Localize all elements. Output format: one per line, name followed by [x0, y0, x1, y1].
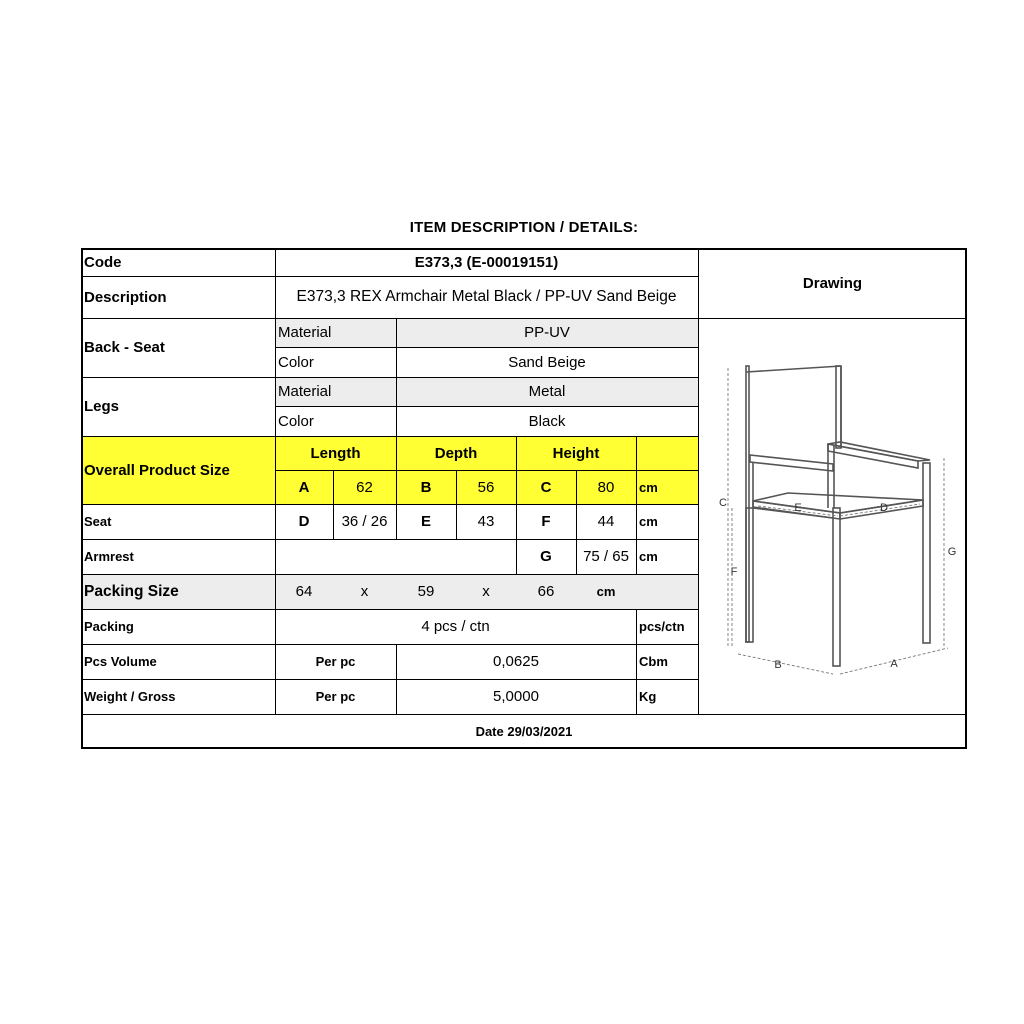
dim-f: F	[730, 566, 738, 578]
page-title: ITEM DESCRIPTION / DETAILS:	[409, 219, 639, 236]
overall-unit: cm	[639, 479, 658, 495]
packing-x-1: x	[360, 583, 369, 600]
armchair-drawing	[698, 318, 967, 714]
seat-label: Seat	[84, 514, 112, 529]
volume-label: Pcs Volume	[84, 654, 157, 669]
description-value: E373,3 REX Armchair Metal Black / PP-UV Sand Beige	[296, 288, 677, 305]
f-value: 44	[597, 513, 615, 530]
weight-per: Per pc	[315, 689, 356, 704]
packing-unit: pcs/ctn	[639, 619, 685, 634]
front-leg	[833, 508, 840, 666]
volume-per: Per pc	[315, 654, 356, 669]
a-value: 62	[356, 478, 373, 496]
g-value: 75 / 65	[583, 548, 629, 565]
drawing-label: Drawing	[802, 274, 863, 292]
weight-unit: Kg	[639, 689, 657, 704]
b-letter: B	[420, 478, 432, 496]
e-value: 43	[477, 513, 495, 530]
back-seat-material-label: Material	[278, 324, 332, 341]
length-label: Length	[310, 444, 361, 462]
packing-height: 66	[537, 583, 555, 600]
packing-size-unit: cm	[596, 584, 616, 599]
d-letter: D	[298, 513, 310, 530]
spec-sheet	[81, 248, 967, 749]
weight-label: Weight / Gross	[84, 689, 176, 704]
overall-size-label: Overall Product Size	[84, 461, 230, 479]
height-label: Height	[552, 444, 600, 462]
dim-c: C	[719, 497, 727, 509]
code-label: Code	[84, 253, 122, 271]
b-value: 56	[477, 478, 495, 496]
seat-unit: cm	[639, 514, 658, 529]
description-label: Description	[84, 288, 167, 306]
dim-b: B	[774, 659, 782, 671]
right-leg	[923, 463, 930, 643]
c-letter: C	[540, 478, 552, 496]
back-seat-label: Back - Seat	[84, 339, 165, 356]
g-letter: G	[540, 548, 552, 565]
code-value: E373,3 (E-00019151)	[414, 253, 559, 271]
legs-label: Legs	[84, 398, 120, 415]
weight-value: 5,0000	[493, 688, 539, 705]
legs-material-value: Metal	[528, 383, 566, 400]
volume-unit: Cbm	[639, 654, 668, 669]
packing-length: 64	[295, 583, 313, 600]
dim-g: G	[947, 546, 957, 558]
legs-color-label: Color	[278, 412, 314, 430]
armrest-label: Armrest	[84, 549, 134, 564]
volume-value: 0,0625	[493, 653, 539, 670]
f-letter: F	[541, 513, 551, 530]
packing-size-label: Packing Size	[84, 582, 179, 600]
a-letter: A	[298, 478, 310, 496]
dim-d: D	[880, 502, 888, 514]
packing-width: 59	[417, 583, 435, 600]
back-seat-color-value: Sand Beige	[508, 353, 586, 371]
back-seat-color-label: Color	[278, 353, 314, 371]
packing-value: 4 pcs / ctn	[421, 618, 490, 635]
dim-a: A	[890, 658, 898, 670]
d-value: 36 / 26	[341, 513, 388, 530]
depth-label: Depth	[434, 444, 478, 462]
armrest	[828, 442, 930, 461]
packing-label: Packing	[84, 619, 134, 634]
c-value: 80	[597, 478, 615, 496]
legs-color-value: Black	[528, 412, 566, 430]
date: Date 29/03/2021	[475, 724, 573, 739]
back-seat-material-value: PP-UV	[524, 324, 570, 341]
legs-material-label: Material	[278, 383, 332, 400]
e-letter: E	[420, 513, 431, 530]
dim-e: E	[794, 502, 802, 514]
armrest-unit: cm	[639, 549, 658, 564]
packing-x-2: x	[482, 583, 490, 600]
